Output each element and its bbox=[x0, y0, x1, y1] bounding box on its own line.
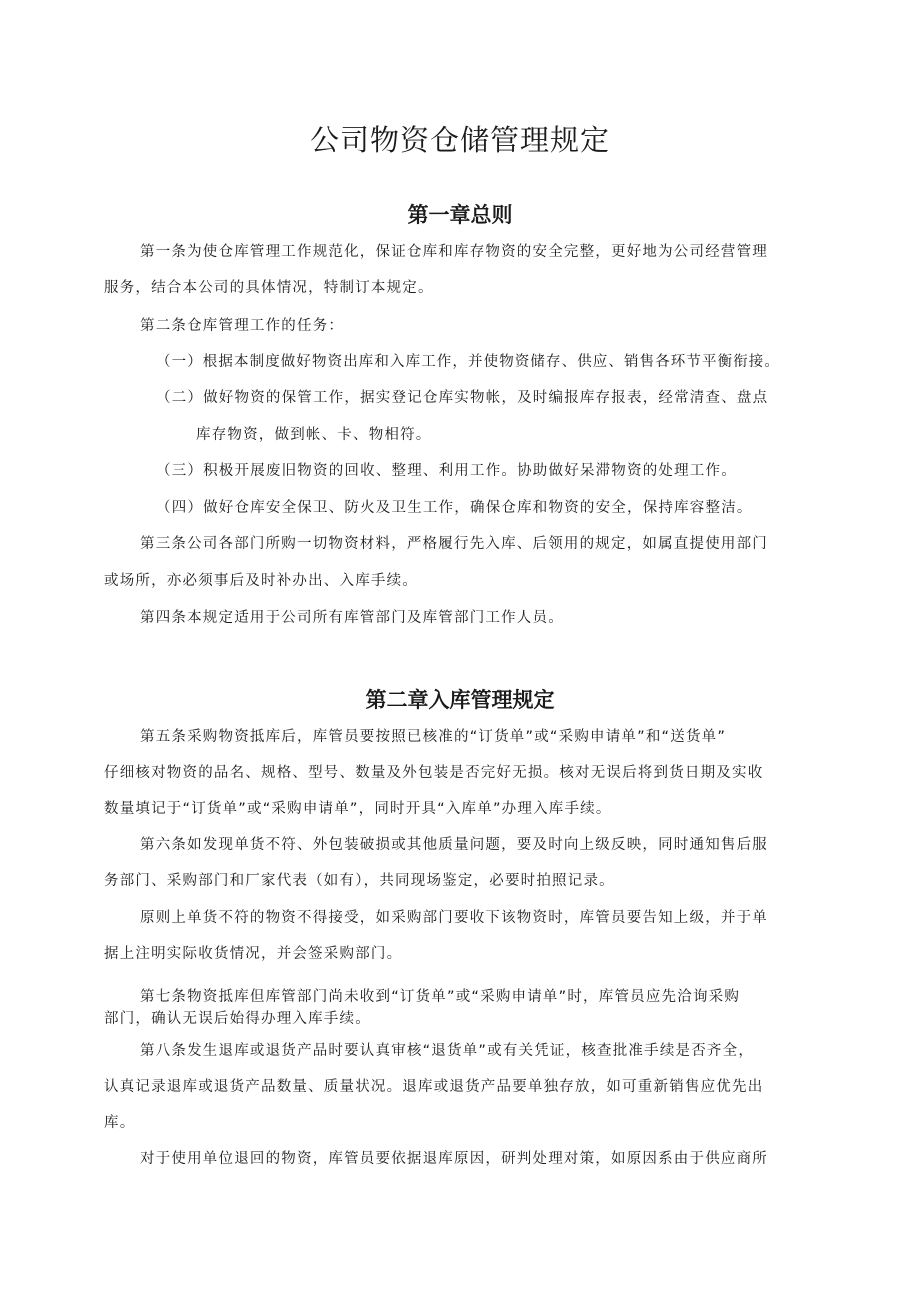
article-2-item-2-line-2: 库存物资，做到帐、卡、物相符。 bbox=[196, 427, 432, 443]
article-8-line-1: 第八条发生退库或退货产品时要认真审核“退货单”或有关凭证，核查批准手续是否齐全， bbox=[140, 1043, 755, 1059]
article-2-item-3: （三）积极开展废旧物资的回收、整理、利用工作。协助做好呆滞物资的处理工作。 bbox=[156, 463, 737, 479]
article-3-line-2: 或场所，亦必须事后及时补办出、入库手续。 bbox=[104, 573, 418, 589]
article-5-line-1: 第五条采购物资抵库后，库管员要按照已核准的“订货单”或“采购申请单”和“送货单” bbox=[140, 729, 727, 745]
article-6-line-1: 第六条如发现单货不符、外包装破损或其他质量问题，要及时向上级反映，同时通知售后服 bbox=[140, 837, 768, 853]
article-3-line-1: 第三条公司各部门所购一切物资材料，严格履行先入库、后领用的规定，如属直提使用部门 bbox=[140, 536, 768, 552]
returned-goods-paragraph: 对于使用单位退回的物资，库管员要依据退库原因，研判处理对策，如原因系由于供应商所 bbox=[140, 1151, 768, 1167]
article-7-line-2: 部门，确认无误后始得办理入库手续。 bbox=[104, 1011, 371, 1027]
article-6-line-2: 务部门、采购部门和厂家代表（如有），共同现场鉴定，必要时拍照记录。 bbox=[104, 873, 615, 889]
article-2-item-1: （一）根据本制度做好物资出库和入库工作，并使物资储存、供应、销售各环节平衡衔接。 bbox=[156, 354, 780, 370]
principle-line-1: 原则上单货不符的物资不得接受，如采购部门要收下该物资时，库管员要告知上级，并于单 bbox=[140, 910, 768, 926]
article-2-item-4: （四）做好仓库安全保卫、防火及卫生工作，确保仓库和物资的安全，保持库容整洁。 bbox=[156, 500, 753, 516]
article-7-line-1: 第七条物资抵库但库管部门尚未收到“订货单”或“采购申请单”时，库管员应先洽询采购 bbox=[140, 989, 741, 1005]
article-8-line-2: 认真记录退库或退货产品数量、质量状况。退库或退货产品要单独存放，如可重新销售应优先出 bbox=[104, 1079, 764, 1095]
article-1-line-1: 第一条为使仓库管理工作规范化，保证仓库和库存物资的安全完整，更好地为公司经营管理 bbox=[140, 244, 768, 260]
article-5-line-3: 数量填记于“订货单”或“采购申请单”，同时开具“入库单”办理入库手续。 bbox=[104, 801, 612, 817]
article-2-item-2-line-1: （二）做好物资的保管工作，据实登记仓库实物帐，及时编报库存报表，经常清查、盘点 bbox=[156, 390, 769, 406]
principle-line-2: 据上注明实际收货情况，并会签采购部门。 bbox=[104, 946, 403, 962]
article-2: 第二条仓库管理工作的任务： bbox=[140, 318, 345, 334]
article-4: 第四条本规定适用于公司所有库管部门及库管部门工作人员。 bbox=[140, 610, 564, 626]
chapter-1-heading: 第一章总则 bbox=[407, 203, 513, 227]
article-1-line-2: 服务，结合本公司的具体情况，特制订本规定。 bbox=[104, 280, 434, 296]
article-8-line-3: 库。 bbox=[104, 1115, 136, 1131]
document-title: 公司物资仓储管理规定 bbox=[309, 123, 610, 157]
chapter-2-heading: 第二章入库管理规定 bbox=[365, 688, 555, 712]
article-5-line-2: 仔细核对物资的品名、规格、型号、数量及外包装是否完好无损。核对无误后将到货日期及实收 bbox=[104, 765, 764, 781]
